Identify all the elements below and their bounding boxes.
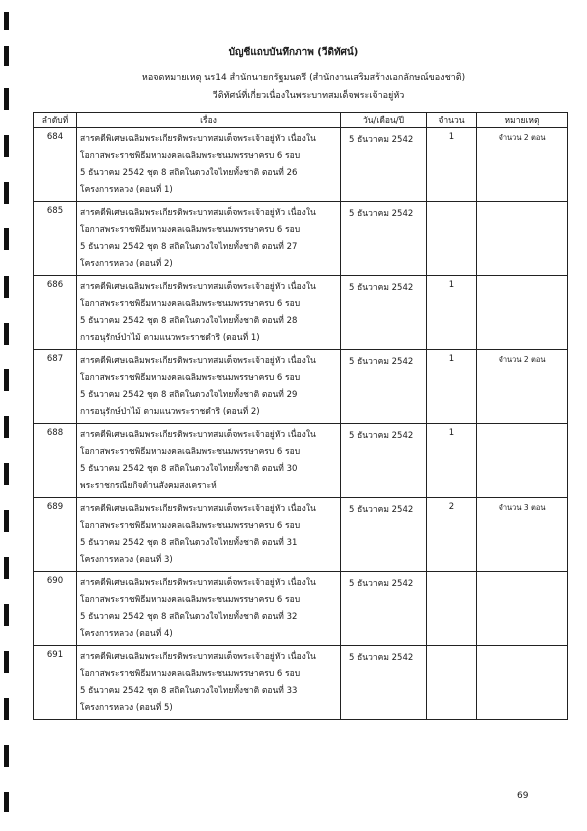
row-subject <box>77 498 341 572</box>
binder-mark <box>4 416 9 438</box>
table-row <box>34 572 568 646</box>
binder-mark <box>4 135 9 157</box>
row-note: จำนวน 3 ตอน <box>477 498 568 572</box>
row-subject <box>77 350 341 424</box>
subject-line: โครงการหลวง (ตอนที่ 4) <box>80 629 173 639</box>
subject-line: การอนุรักษ์ป่าไม้ ตามแนวพระราชดำริ (ตอนที่ 2) <box>80 407 260 417</box>
row-qty <box>427 646 477 720</box>
row-number: 687 <box>34 350 77 424</box>
table-row <box>34 498 568 572</box>
row-note <box>477 646 568 720</box>
row-qty <box>427 202 477 276</box>
binder-mark <box>4 463 9 485</box>
row-date: 5 ธันวาคม 2542 <box>341 128 427 202</box>
row-subject <box>77 128 341 202</box>
binder-mark <box>4 698 9 720</box>
row-number: 690 <box>34 572 77 646</box>
binder-mark <box>4 745 9 767</box>
subject-line: 5 ธันวาคม 2542 ชุด 8 สถิตในดวงใจไทยทั้งชาติ ตอนที่ 32 <box>80 612 298 622</box>
row-date: 5 ธันวาคม 2542 <box>341 646 427 720</box>
subject-line: สารคดีพิเศษเฉลิมพระเกียรติพระบาทสมเด็จพระเจ้าอยู่หัว เนื่องใน <box>80 282 316 292</box>
subject-line: 5 ธันวาคม 2542 ชุด 8 สถิตในดวงใจไทยทั้งชาติ ตอนที่ 30 <box>80 464 298 474</box>
table-header-row <box>34 113 568 128</box>
binder-mark <box>4 510 9 532</box>
row-date: 5 ธันวาคม 2542 <box>341 498 427 572</box>
subject-line: สารคดีพิเศษเฉลิมพระเกียรติพระบาทสมเด็จพระเจ้าอยู่หัว เนื่องใน <box>80 356 316 366</box>
row-number: 688 <box>34 424 77 498</box>
binder-mark <box>4 604 9 626</box>
row-note: จำนวน 2 ตอน <box>477 128 568 202</box>
table-row <box>34 350 568 424</box>
table-row <box>34 128 568 202</box>
row-qty: 2 <box>427 498 477 572</box>
subject-line: โอกาสพระราชพิธีมหามงคลเฉลิมพระชนมพรรษาครบ 6 รอบ <box>80 595 301 605</box>
binder-mark <box>4 323 9 345</box>
subgroup-heading: วีดิทัศน์ที่เกี่ยวเนื่องในพระบาทสมเด็จพระเจ้าอยู่หัว <box>212 91 405 101</box>
subject-line: การอนุรักษ์ป่าไม้ ตามแนวพระราชดำริ (ตอนที่ 1) <box>80 333 260 343</box>
document-title: บัญชีแถบบันทึกภาพ (วีดิทัศน์) <box>228 47 359 58</box>
subject-line: สารคดีพิเศษเฉลิมพระเกียรติพระบาทสมเด็จพระเจ้าอยู่หัว เนื่องใน <box>80 208 316 218</box>
binder-mark <box>4 276 9 298</box>
subject-line: 5 ธันวาคม 2542 ชุด 8 สถิตในดวงใจไทยทั้งชาติ ตอนที่ 31 <box>80 538 298 548</box>
subject-line: 5 ธันวาคม 2542 ชุด 8 สถิตในดวงใจไทยทั้งชาติ ตอนที่ 26 <box>80 168 298 178</box>
row-qty: 1 <box>427 350 477 424</box>
row-number: 686 <box>34 276 77 350</box>
row-note <box>477 424 568 498</box>
row-date: 5 ธันวาคม 2542 <box>341 202 427 276</box>
binder-mark <box>4 557 9 579</box>
row-qty: 1 <box>427 424 477 498</box>
row-qty: 1 <box>427 276 477 350</box>
row-date: 5 ธันวาคม 2542 <box>341 572 427 646</box>
col-header-note: หมายเหตุ <box>477 113 568 128</box>
binder-mark <box>4 651 9 673</box>
row-subject <box>77 276 341 350</box>
subject-line: 5 ธันวาคม 2542 ชุด 8 สถิตในดวงใจไทยทั้งชาติ ตอนที่ 27 <box>80 242 298 252</box>
row-note <box>477 276 568 350</box>
row-qty <box>427 572 477 646</box>
row-subject <box>77 572 341 646</box>
row-date: 5 ธันวาคม 2542 <box>341 350 427 424</box>
binder-mark <box>4 228 9 250</box>
row-date: 5 ธันวาคม 2542 <box>341 424 427 498</box>
row-note: จำนวน 2 ตอน <box>477 350 568 424</box>
row-subject <box>77 202 341 276</box>
col-header-no: ลำดับที่ <box>34 113 77 128</box>
subject-line: 5 ธันวาคม 2542 ชุด 8 สถิตในดวงใจไทยทั้งชาติ ตอนที่ 28 <box>80 316 298 326</box>
binder-mark <box>4 182 9 204</box>
subject-line: โครงการหลวง (ตอนที่ 2) <box>80 259 173 269</box>
row-subject <box>77 424 341 498</box>
subject-line: โอกาสพระราชพิธีมหามงคลเฉลิมพระชนมพรรษาครบ 6 รอบ <box>80 151 301 161</box>
col-header-date: วัน/เดือน/ปี <box>341 113 427 128</box>
row-note <box>477 572 568 646</box>
subject-line: สารคดีพิเศษเฉลิมพระเกียรติพระบาทสมเด็จพระเจ้าอยู่หัว เนื่องใน <box>80 430 316 440</box>
row-number: 684 <box>34 128 77 202</box>
group-heading: หอจดหมายเหตุ นร14 สำนักนายกรัฐมนตรี (สำนักงานเสริมสร้างเอกลักษณ์ของชาติ) <box>141 73 466 83</box>
subject-line: โอกาสพระราชพิธีมหามงคลเฉลิมพระชนมพรรษาครบ 6 รอบ <box>80 225 301 235</box>
subject-line: โครงการหลวง (ตอนที่ 3) <box>80 555 173 565</box>
col-header-qty: จำนวน <box>427 113 477 128</box>
page-number: 69 <box>517 791 529 801</box>
subject-line: โครงการหลวง (ตอนที่ 1) <box>80 185 173 195</box>
subject-line: โอกาสพระราชพิธีมหามงคลเฉลิมพระชนมพรรษาครบ 6 รอบ <box>80 521 301 531</box>
binder-mark <box>4 792 9 812</box>
row-number: 689 <box>34 498 77 572</box>
subject-line: โอกาสพระราชพิธีมหามงคลเฉลิมพระชนมพรรษาครบ 6 รอบ <box>80 669 301 679</box>
row-date: 5 ธันวาคม 2542 <box>341 276 427 350</box>
record-table <box>33 112 568 720</box>
row-qty: 1 <box>427 128 477 202</box>
row-number: 691 <box>34 646 77 720</box>
binder-mark <box>4 369 9 391</box>
row-subject <box>77 646 341 720</box>
binder-mark <box>4 12 9 30</box>
subject-line: สารคดีพิเศษเฉลิมพระเกียรติพระบาทสมเด็จพระเจ้าอยู่หัว เนื่องใน <box>80 504 316 514</box>
subject-line: พระราชกรณียกิจด้านสังคมสงเคราะห์ <box>80 481 217 491</box>
subject-line: สารคดีพิเศษเฉลิมพระเกียรติพระบาทสมเด็จพระเจ้าอยู่หัว เนื่องใน <box>80 652 316 662</box>
table-row <box>34 646 568 720</box>
subject-line: โอกาสพระราชพิธีมหามงคลเฉลิมพระชนมพรรษาครบ 6 รอบ <box>80 373 301 383</box>
row-note <box>477 202 568 276</box>
subject-line: สารคดีพิเศษเฉลิมพระเกียรติพระบาทสมเด็จพระเจ้าอยู่หัว เนื่องใน <box>80 134 316 144</box>
subject-line: โอกาสพระราชพิธีมหามงคลเฉลิมพระชนมพรรษาครบ 6 รอบ <box>80 299 301 309</box>
subject-line: สารคดีพิเศษเฉลิมพระเกียรติพระบาทสมเด็จพระเจ้าอยู่หัว เนื่องใน <box>80 578 316 588</box>
subject-line: 5 ธันวาคม 2542 ชุด 8 สถิตในดวงใจไทยทั้งชาติ ตอนที่ 33 <box>80 686 298 696</box>
table-row <box>34 276 568 350</box>
subject-line: 5 ธันวาคม 2542 ชุด 8 สถิตในดวงใจไทยทั้งชาติ ตอนที่ 29 <box>80 390 298 400</box>
subject-line: โครงการหลวง (ตอนที่ 5) <box>80 703 173 713</box>
row-number: 685 <box>34 202 77 276</box>
table-row <box>34 202 568 276</box>
table-row <box>34 424 568 498</box>
subject-line: โอกาสพระราชพิธีมหามงคลเฉลิมพระชนมพรรษาครบ 6 รอบ <box>80 447 301 457</box>
col-header-subject: เรื่อง <box>77 113 341 128</box>
